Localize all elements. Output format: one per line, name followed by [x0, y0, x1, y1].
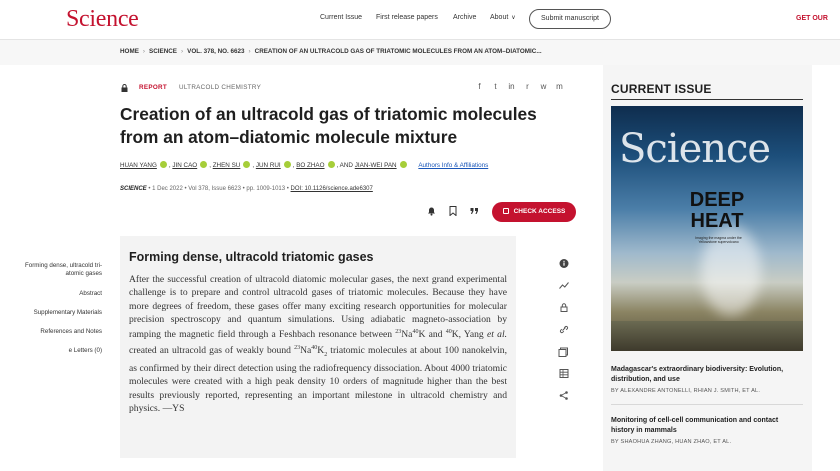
author-link[interactable]: JUN RUI	[255, 162, 281, 169]
wechat-icon[interactable]: w	[540, 82, 547, 91]
current-issue-heading: CURRENT ISSUE	[611, 82, 712, 96]
breadcrumb-band	[0, 40, 840, 65]
email-icon[interactable]: m	[556, 82, 563, 91]
orcid-icon[interactable]	[200, 161, 207, 168]
citation-line: SCIENCE • 1 Dec 2022 • Vol 378, Issue 6623 • pp. 1009-1013 • DOI: 10.1126/science.ade6307	[120, 186, 373, 192]
item-byline: BY SHAOHUA ZHANG, HUAN ZHAO, ET AL.	[611, 439, 732, 445]
linkedin-icon[interactable]: in	[508, 82, 515, 91]
article-tools	[427, 206, 479, 216]
link-icon[interactable]	[556, 322, 572, 337]
toc-item-editor-summary[interactable]: Forming dense, ultracold tri- atomic gases	[24, 262, 102, 277]
share-icon[interactable]	[556, 388, 572, 403]
breadcrumb	[120, 48, 542, 55]
toc-item-abstract[interactable]: Abstract	[79, 290, 102, 297]
volume-issue: Vol 378, Issue 6623	[188, 186, 241, 192]
author-link[interactable]: BO ZHAO	[296, 162, 325, 169]
bookmark-icon[interactable]	[449, 206, 457, 216]
metrics-icon[interactable]	[556, 278, 572, 293]
lock-icon	[121, 84, 128, 92]
science-logo[interactable]: Science	[66, 6, 139, 32]
info-icon[interactable]	[556, 256, 572, 271]
orcid-icon[interactable]	[243, 161, 250, 168]
reddit-icon[interactable]: r	[526, 82, 529, 91]
toc-item-eletters[interactable]: e Letters (0)	[68, 347, 102, 354]
toc-item-references[interactable]: References and Notes	[40, 328, 102, 335]
divider	[611, 404, 803, 405]
journal-name: SCIENCE	[120, 186, 147, 192]
breadcrumb-home[interactable]: HOME	[120, 48, 139, 55]
authors-affiliations-link[interactable]: Authors Info & Affiliations	[418, 162, 489, 169]
toc-item-supplementary[interactable]: Supplementary Materials	[33, 309, 102, 316]
orcid-icon[interactable]	[328, 161, 335, 168]
bell-icon[interactable]	[427, 206, 436, 216]
author-link[interactable]: JIN CAO	[172, 162, 198, 169]
breadcrumb-separator: ›	[248, 48, 251, 55]
summary-heading: Forming dense, ultracold triatomic gases	[129, 250, 374, 264]
nav-about-label: About	[490, 14, 509, 21]
divider	[611, 99, 803, 100]
editor-summary-panel	[120, 236, 516, 458]
author-and: , AND	[336, 162, 353, 169]
author-link[interactable]: ZHEN SU	[212, 162, 241, 169]
cover-masthead: Science	[619, 126, 771, 172]
side-tool-strip	[556, 256, 573, 403]
cover-tagline: Imaging the magma under the Yellowstone supervolcano	[695, 236, 742, 244]
twitter-icon[interactable]: t	[494, 82, 497, 91]
article-subject[interactable]: ULTRACOLD CHEMISTRY	[179, 84, 262, 91]
figures-icon[interactable]	[556, 344, 572, 359]
author-list: HUAN YANG , JIN CAO , ZHEN SU , JUN RUI , BO ZHAO , AND JIAN-WEI PAN Authors Info & Affiliations	[120, 162, 489, 169]
check-access-button[interactable]	[492, 202, 576, 222]
article-type-badge: REPORT	[139, 84, 168, 91]
nav-archive[interactable]: Archive	[453, 14, 477, 21]
get-our-link[interactable]: GET OUR	[796, 15, 828, 22]
tables-icon[interactable]	[556, 366, 572, 381]
orcid-icon[interactable]	[400, 161, 407, 168]
breadcrumb-volume[interactable]: VOL. 378, NO. 6623	[187, 48, 245, 55]
page-range: pp. 1009-1013	[246, 186, 286, 192]
summary-text: After the successful creation of ultracold diatomic molecular gases, the next grand experimental challenge is to prepare and control ultracold gases of triatomic molecules. Because they have more degrees of freedom, these gases offer many exciting research opportunities for molecular precision spectroscopy and quantum simulations. Using adiabatic magneto-association by ramping the magnetic field through a Feshbach resonance between $^{23}$Na$^{40}$K and $^{40}$K, Yang et al. created an ultracold gas of weakly bound $^{23}Na^{40}K_2$ triatomic molecules at about 100 nanokelvin, as confirmed by their direct detection using the radiofrequency dissociation. About 4000 triatomic molecules were created with a high peak density 10 orders of magnitude higher than the best results previously reported, representing an important milestone in ultracold chemistry and physics. —YS	[129, 274, 508, 414]
author-link[interactable]: JIAN-WEI PAN	[354, 162, 397, 169]
orcid-icon[interactable]	[160, 161, 167, 168]
item-headline[interactable]: Monitoring of cell-cell communication and contact history in mammals	[611, 417, 779, 434]
breadcrumb-science[interactable]: SCIENCE	[149, 48, 178, 55]
doi-link[interactable]: DOI: 10.1126/science.ade6307	[290, 186, 373, 192]
article-title: Creation of an ultracold gas of triatomic molecules from an atom–diatomic molecule mixture	[120, 104, 537, 147]
lock-icon	[503, 208, 509, 214]
breadcrumb-separator: ›	[142, 48, 146, 55]
submit-manuscript-button[interactable]: Submit manuscript	[529, 9, 611, 29]
nav-about[interactable]	[490, 14, 516, 21]
breadcrumb-separator: ›	[181, 48, 184, 55]
current-issue-item[interactable]	[611, 365, 803, 394]
quote-icon[interactable]	[470, 207, 479, 215]
table-of-contents	[25, 262, 102, 366]
pub-date: 1 Dec 2022	[152, 186, 183, 192]
item-byline: BY ALEXANDRE ANTONELLI, RHIAN J. SMITH, ET AL.	[611, 388, 761, 394]
nav-first-release-papers[interactable]: First release papers	[376, 14, 438, 21]
chevron-down-icon: ∨	[511, 15, 516, 21]
item-headline[interactable]: Madagascar's extraordinary biodiversity: Evolution, distribution, and use	[611, 366, 784, 383]
issue-cover-image[interactable]	[611, 106, 803, 351]
breadcrumb-current: CREATION OF AN ULTRACOLD GAS OF TRIATOMIC MOLECULES FROM AN ATOM–DIATOMIC...	[254, 48, 542, 55]
check-access-label: CHECK ACCESS	[513, 208, 566, 215]
current-issue-item[interactable]	[611, 416, 803, 445]
cover-ground	[611, 321, 803, 351]
facebook-icon[interactable]: f	[478, 82, 481, 91]
top-nav-bar	[0, 0, 840, 40]
author-link[interactable]: HUAN YANG	[120, 162, 157, 169]
share-icons-row	[475, 82, 564, 91]
current-issue-rail	[603, 65, 812, 471]
orcid-icon[interactable]	[284, 161, 291, 168]
access-lock-icon[interactable]	[556, 300, 572, 315]
nav-current-issue[interactable]: Current Issue	[320, 14, 363, 21]
cover-headline: DEEP HEAT	[689, 189, 745, 232]
